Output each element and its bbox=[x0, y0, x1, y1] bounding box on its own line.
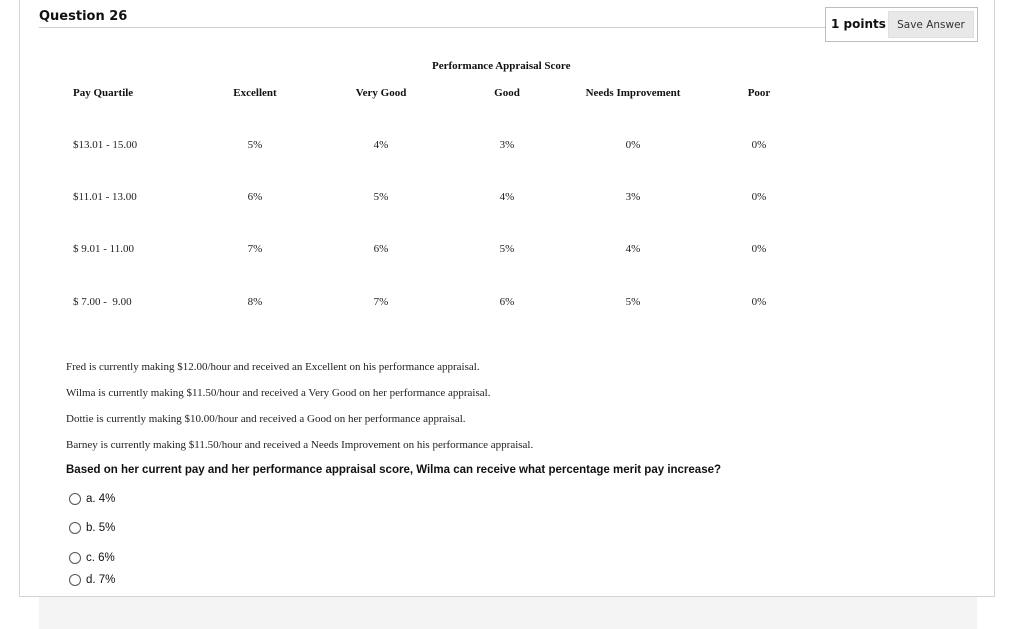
option-label: a. 4% bbox=[86, 493, 116, 505]
header-needs-improvement: Needs Improvement bbox=[585, 87, 681, 99]
option-b[interactable] bbox=[69, 522, 115, 534]
option-a[interactable] bbox=[69, 493, 115, 505]
table-cell: 8% bbox=[247, 296, 263, 308]
table-cell: 4% bbox=[625, 243, 641, 255]
table-cell: 6% bbox=[247, 191, 263, 203]
table-cell: 4% bbox=[499, 191, 515, 203]
question-title: Question 26 bbox=[39, 9, 128, 24]
option-label: c. 6% bbox=[86, 552, 115, 564]
radio-button[interactable] bbox=[69, 552, 81, 564]
option-label: b. 5% bbox=[86, 522, 116, 534]
table-cell: 4% bbox=[373, 139, 389, 151]
header-very-good: Very Good bbox=[355, 87, 407, 99]
table-title: Performance Appraisal Score bbox=[432, 60, 571, 72]
header-pay-quartile: Pay Quartile bbox=[73, 87, 134, 99]
table-cell: 3% bbox=[625, 191, 641, 203]
points-box bbox=[825, 7, 978, 42]
scenario-fred: Fred is currently making $12.00/hour and received an Excellent on his performance appraisal. bbox=[66, 361, 480, 373]
table-cell: 0% bbox=[751, 296, 767, 308]
table-cell: $ 7.00 - 9.00 bbox=[73, 296, 132, 308]
table-cell: 5% bbox=[247, 139, 263, 151]
save-answer-button[interactable]: Save Answer bbox=[888, 11, 974, 38]
option-d[interactable] bbox=[69, 574, 115, 586]
table-cell: 6% bbox=[499, 296, 515, 308]
table-cell: $11.01 - 13.00 bbox=[73, 191, 137, 203]
table-cell: 7% bbox=[373, 296, 389, 308]
scenario-dottie: Dottie is currently making $10.00/hour and received a Good on her performance appraisal. bbox=[66, 413, 466, 425]
points-label: 1 points bbox=[831, 17, 886, 31]
option-c[interactable] bbox=[69, 552, 115, 564]
option-label: d. 7% bbox=[86, 574, 116, 586]
table-cell: 5% bbox=[499, 243, 515, 255]
table-cell: 5% bbox=[625, 296, 641, 308]
table-cell: 3% bbox=[499, 139, 515, 151]
bottom-strip bbox=[39, 597, 977, 629]
table-cell: 0% bbox=[751, 243, 767, 255]
radio-button[interactable] bbox=[69, 522, 81, 534]
radio-button[interactable] bbox=[69, 574, 81, 586]
header-excellent: Excellent bbox=[233, 87, 277, 99]
table-cell: $13.01 - 15.00 bbox=[73, 139, 138, 151]
scenario-wilma: Wilma is currently making $11.50/hour and received a Very Good on her performance appraisal. bbox=[66, 387, 491, 399]
table-cell: 7% bbox=[247, 243, 263, 255]
table-cell: 0% bbox=[751, 139, 767, 151]
radio-button[interactable] bbox=[69, 493, 81, 505]
header-poor: Poor bbox=[747, 87, 771, 99]
question-prompt: Based on her current pay and her performance appraisal score, Wilma can receive what percentage merit pay increase? bbox=[66, 464, 722, 476]
table-cell: 5% bbox=[373, 191, 389, 203]
table-cell: $ 9.01 - 11.00 bbox=[73, 243, 135, 255]
table-cell: 0% bbox=[625, 139, 641, 151]
title-divider bbox=[39, 27, 825, 28]
header-good: Good bbox=[494, 87, 520, 99]
table-cell: 0% bbox=[751, 191, 767, 203]
table-cell: 6% bbox=[373, 243, 389, 255]
scenario-barney: Barney is currently making $11.50/hour and received a Needs Improvement on his performance appraisal. bbox=[66, 439, 534, 451]
